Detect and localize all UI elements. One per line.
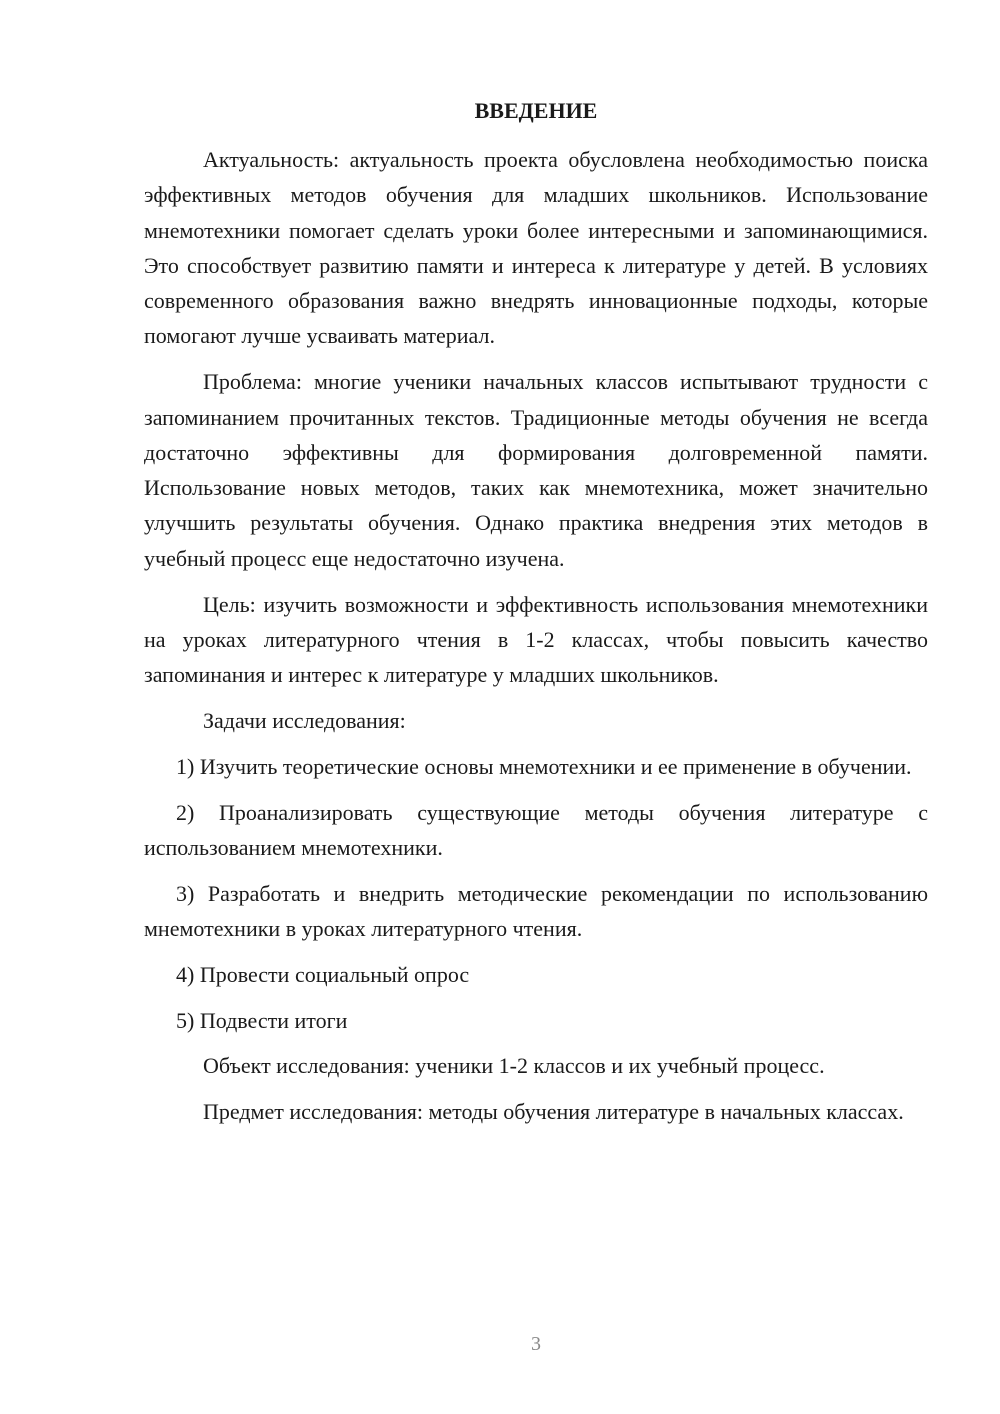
object-paragraph: Объект исследования: ученики 1-2 классов и их учебный процесс. [203,1053,825,1079]
task-item-1: 1) Изучить теоретические основы мнемотехники и ее применение в обучении. [176,753,912,779]
problem-paragraph: Проблема: многие ученики начальных классов испытывают трудности с запоминанием прочитанных текстов. Традиционные методы обучения не всегда достаточно эффективны для формирования долговременной памяти. Использование новых методов, таких как мнемотехника, может значительно улучшить результаты обучения. Однако практика внедрения этих методов в учебный процесс еще недостаточно изучена. [144,369,928,571]
task-item-2: 2) Проанализировать существующие методы обучения литературе с использованием мнемотехники. [144,799,928,860]
relevance-paragraph: Актуальность: актуальность проекта обусловлена необходимостью поиска эффективных методов обучения для младших школьников. Использование мнемотехники помогает сделать уроки более интересными и запоминающимися. Это способствует развитию памяти и интереса к литературе у детей. В условиях современного образования важно внедрять инновационные подходы, которые помогают лучше усваивать материал. [144,147,928,349]
goal-paragraph: Цель: изучить возможности и эффективность использования мнемотехники на уроках литературного чтения в 1-2 классах, чтобы повысить качество запоминания и интерес к литературе у младших школьников. [144,591,928,688]
document-body [144,142,928,1140]
task-item-5: 5) Подвести итоги [176,1007,348,1033]
task-item-4: 4) Провести социальный опрос [176,961,470,987]
page-title: ВВЕДЕНИЕ [474,98,598,123]
page-number: 3 [531,1333,541,1355]
subject-paragraph: Предмет исследования: методы обучения литературе в начальных классах. [203,1099,904,1125]
tasks-heading: Задачи исследования: [203,707,406,733]
task-item-3: 3) Разработать и внедрить методические рекомендации по использованию мнемотехники в уроках литературного чтения. [144,880,928,941]
